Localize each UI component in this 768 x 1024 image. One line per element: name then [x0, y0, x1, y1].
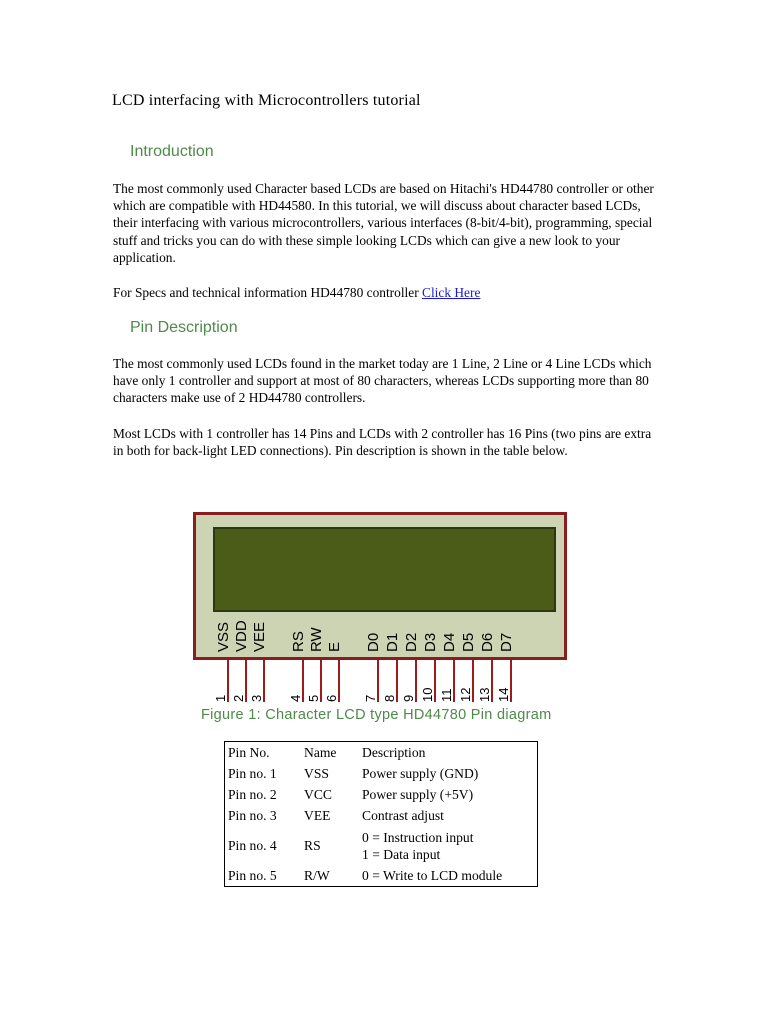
pin-label-vee: VEE: [251, 621, 268, 652]
doc-title: LCD interfacing with Microcontrollers tutorial: [112, 92, 421, 109]
lcd-figure: [188, 510, 578, 702]
pin-number: 11: [439, 688, 454, 702]
table-row: [225, 866, 538, 887]
pin-label-d1: D1: [384, 632, 401, 652]
intro-text: The most commonly used Character based LCDs are based on Hitachi's HD44780 controller or other which are compatible with HD44580. In this tutorial, we will discuss about character based LCDs, their interfacing with various microcontrollers, various interfaces (8-bit/4-bit), programming, special stuff and tricks you can do with these simple looking LCDs which can give a new look to your application.: [113, 181, 654, 265]
table-cell: Pin no. 3: [225, 805, 302, 826]
pin-label-d3: D3: [422, 632, 439, 652]
pin-label-e: E: [326, 641, 343, 652]
table-cell: RS: [304, 838, 321, 853]
pin-label-d4: D4: [441, 632, 458, 652]
table-cell: [359, 826, 538, 866]
section-heading-introduction: Introduction: [130, 143, 214, 160]
pin-label-d7: D7: [498, 632, 515, 652]
pin-label-d0: D0: [365, 632, 382, 652]
description-line: 0 = Instruction input: [362, 829, 474, 845]
table-cell: Contrast adjust: [362, 807, 444, 823]
intro-paragraph: [113, 180, 658, 266]
specs-text: For Specs and technical information HD44780 controller: [113, 285, 423, 300]
table-cell: Power supply (+5V): [362, 786, 474, 802]
pin-number: 12: [458, 687, 473, 702]
table-cell: VEE: [304, 807, 331, 823]
pin-number: 1: [213, 694, 228, 702]
pin-text-2: Most LCDs with 1 controller has 14 Pins and LCDs with 2 controller has 16 Pins (two pins are extra in both for back-light LED connections). Pin description is shown in the table below.: [113, 426, 652, 459]
pin-number: 6: [324, 694, 339, 702]
pin-paragraph-2: [113, 425, 658, 459]
pin-label-d6: D6: [479, 632, 496, 652]
pin-number: 9: [401, 694, 416, 702]
specs-paragraph: [113, 284, 658, 301]
pin-label-rs: RS: [290, 631, 307, 652]
table-cell: Pin no. 5: [225, 866, 302, 887]
pin-text-1: The most commonly used LCDs found in the market today are 1 Line, 2 Line or 4 Line LCDs which have only 1 controller and support at most of 80 characters, whereas LCDs supporting more than 80 characters make use of 2 HD44780 controllers.: [113, 356, 652, 406]
pin-label-d2: D2: [403, 632, 420, 652]
pin-number: 3: [249, 694, 264, 702]
description-line: 1 = Data input: [362, 846, 441, 862]
pin-paragraph-1: [113, 355, 658, 407]
table-cell: Pin no. 1: [225, 763, 302, 784]
table-cell: R/W: [304, 868, 330, 884]
table-cell: Pin no. 2: [225, 784, 302, 805]
table-cell: 0 = Write to LCD module: [362, 868, 503, 884]
pin-number: 2: [231, 694, 246, 702]
pin-label-vss: VSS: [215, 621, 232, 652]
pin-number: 13: [477, 687, 492, 702]
figure-caption: Figure 1: Character LCD type HD44780 Pin diagram: [201, 707, 552, 723]
pin-number: 8: [382, 694, 397, 702]
pin-number: 4: [288, 694, 303, 702]
pin-table: [224, 741, 538, 887]
table-header-row: [225, 742, 538, 763]
table-cell: Pin no. 4: [225, 826, 302, 866]
header-name: Name: [304, 744, 337, 760]
pin-number: 5: [306, 694, 321, 702]
table-row: [225, 763, 538, 784]
section-heading-pin-description: Pin Description: [130, 319, 238, 336]
pin-label-vdd: VDD: [233, 620, 250, 652]
pin-label-d5: D5: [460, 632, 477, 652]
table-cell: VCC: [304, 786, 332, 802]
table-row: [225, 805, 538, 826]
pin-number: 14: [496, 687, 511, 702]
header-pin-no: Pin No.: [225, 742, 302, 763]
click-here-link[interactable]: Click Here: [422, 285, 481, 300]
pin-label-rw: RW: [308, 627, 325, 652]
table-row: [225, 784, 538, 805]
header-description: Description: [362, 744, 426, 760]
table-cell: VSS: [304, 765, 329, 781]
table-row: [225, 826, 538, 866]
pin-number: 7: [363, 694, 378, 702]
pin-number: 10: [420, 687, 435, 702]
table-cell: Power supply (GND): [362, 765, 479, 781]
